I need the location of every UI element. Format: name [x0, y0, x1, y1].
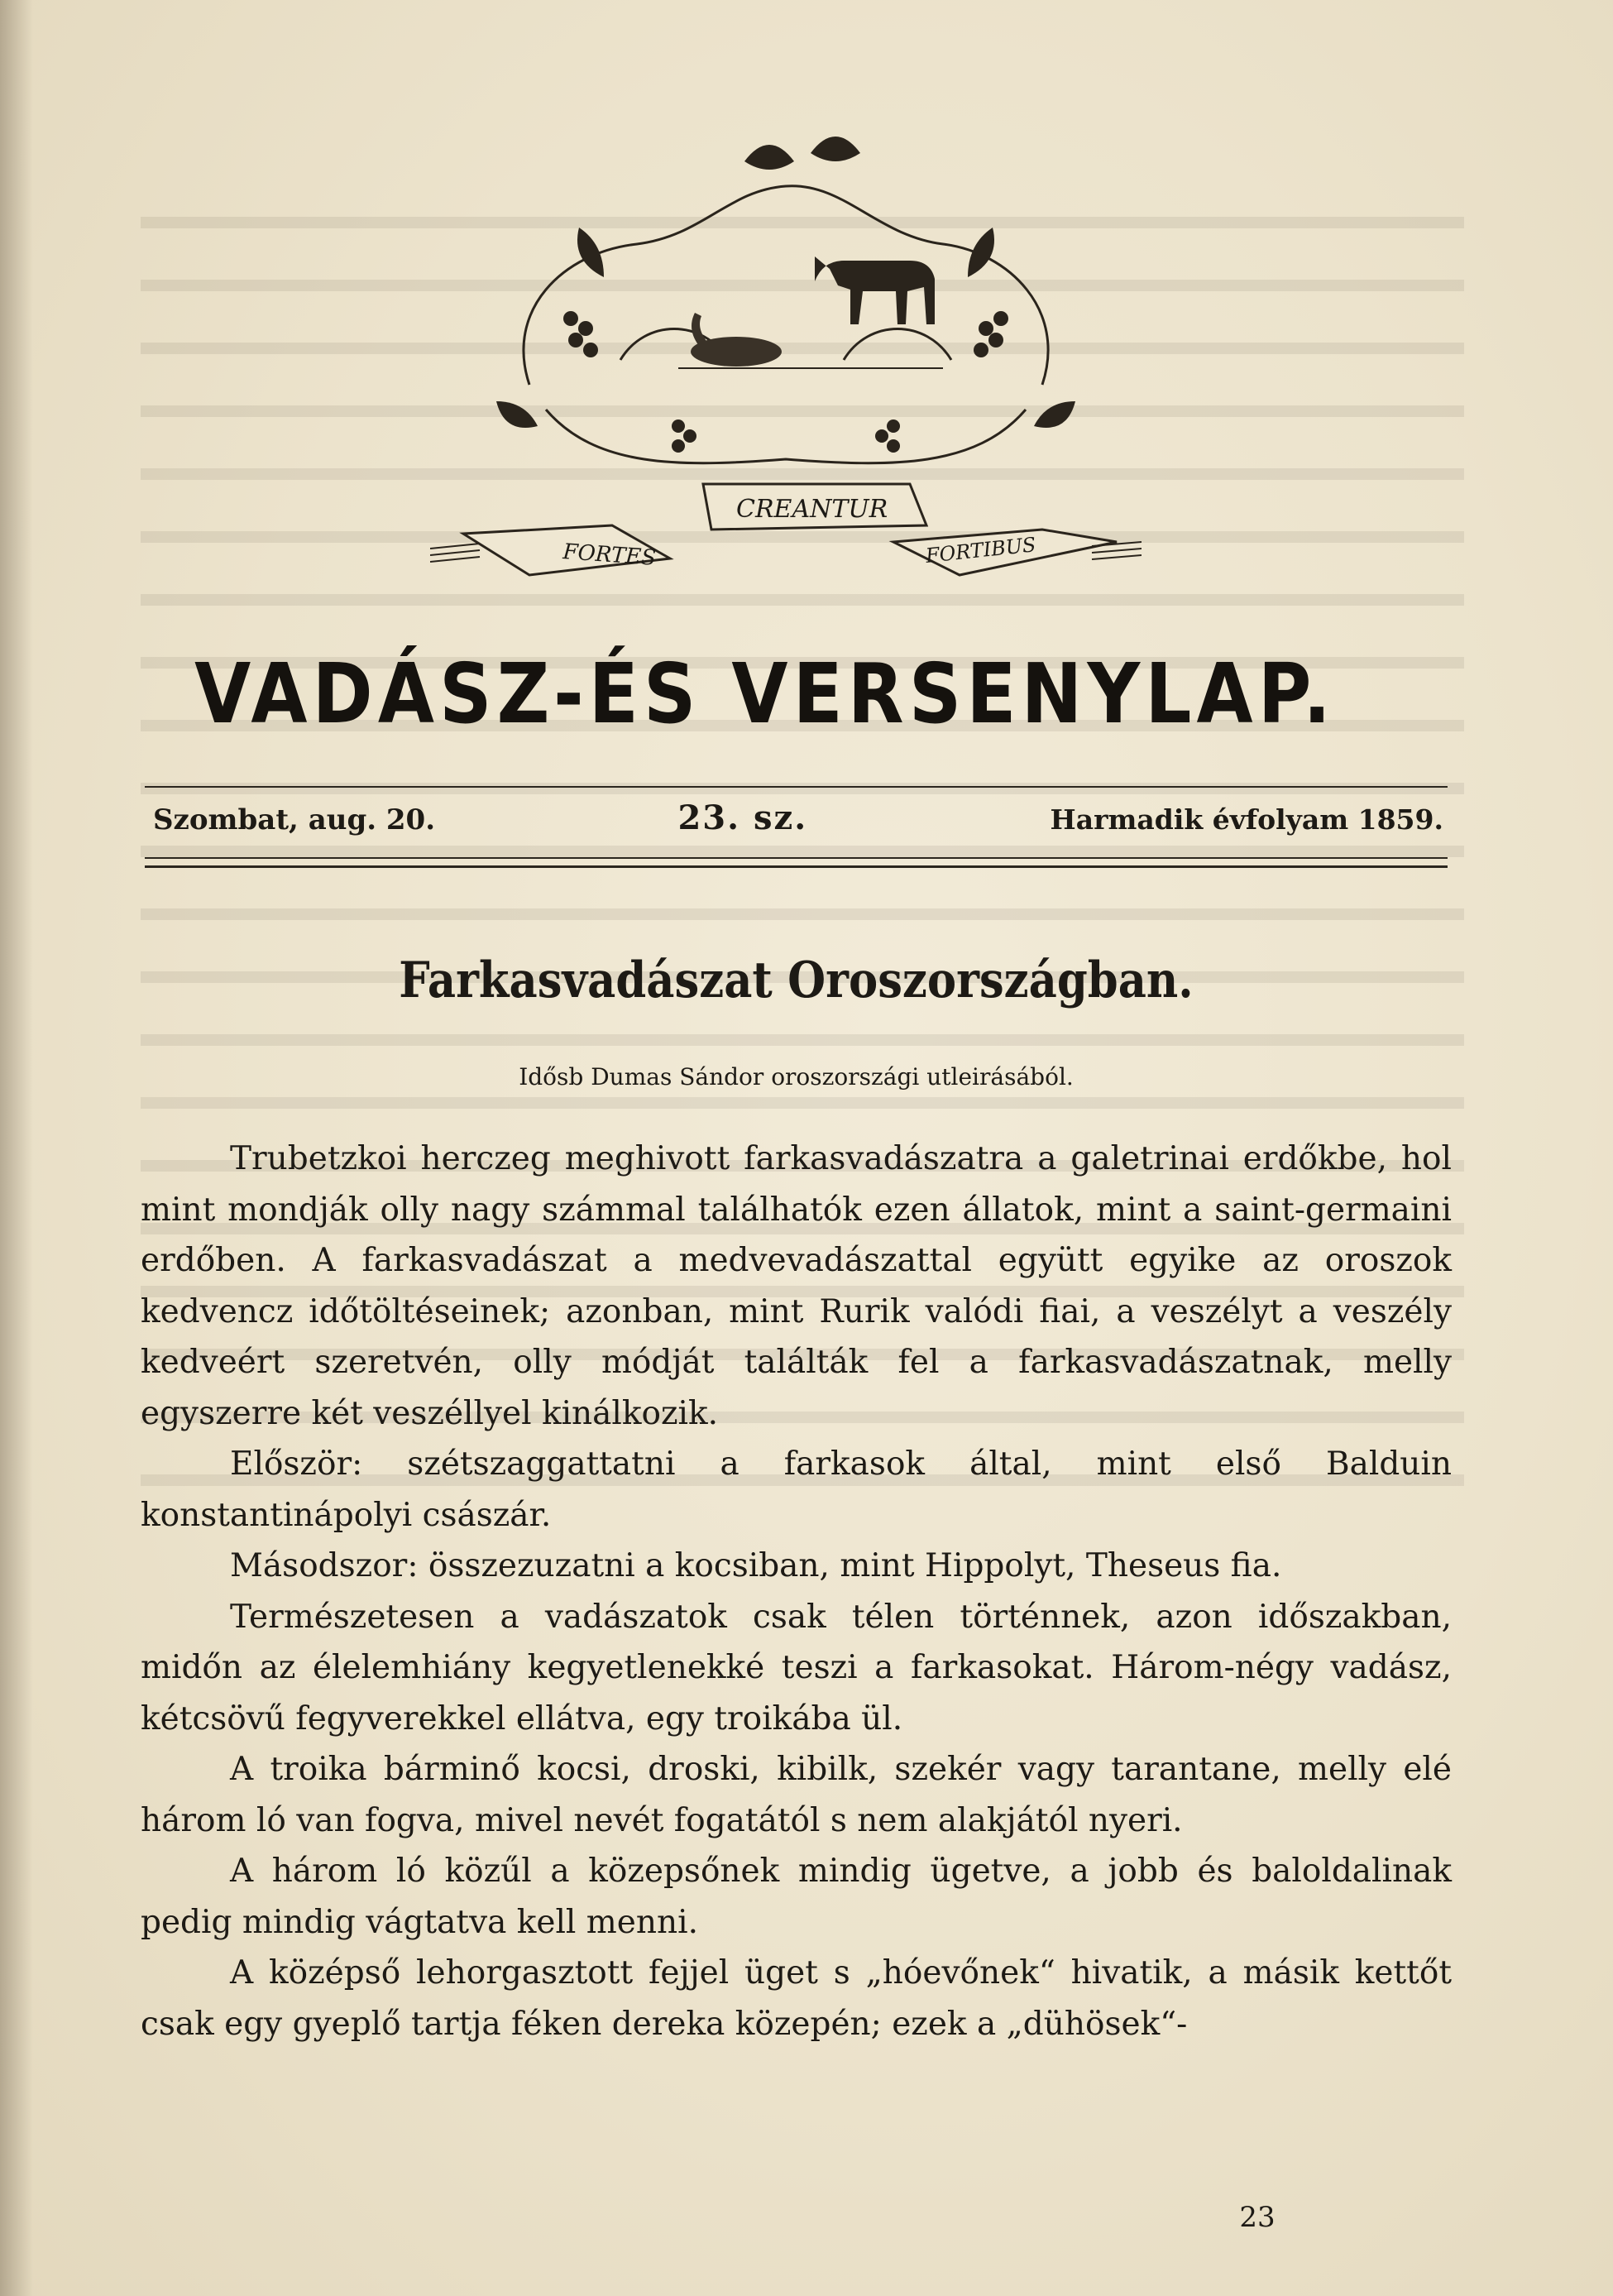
- paragraph: A három ló közűl a közepsőnek mindig ügetve, a jobb és baloldalinak pedig mindig vágtatva kell menni.: [141, 1853, 1452, 1941]
- motto-right: FORTIBUS: [924, 533, 1037, 568]
- newspaper-title: VADÁSZ-ÉS VERSENYLAP.: [194, 645, 1336, 742]
- article-body: [141, 1134, 1452, 2049]
- article-subtitle: Idősb Dumas Sándor oroszországi utleirásából.: [519, 1063, 1074, 1090]
- issue-rule-bottom: [145, 865, 1448, 868]
- paragraph: Másodszor: összezuzatni a kocsiban, mint Hippolyt, Theseus fia.: [230, 1547, 1282, 1584]
- binding-shadow: [0, 0, 33, 2296]
- issue-rule-top: [145, 857, 1448, 859]
- paragraph: Trubetzkoi herczeg meghivott farkasvadászatra a galetrinai erdőkbe, hol mint mondják olly nagy számmal találhatók ezen állatok, mint a saint-germaini erdőben. A farkasvadászat a medvevadászattal együtt egyike az oroszok kedvencz időtöltéseinek; azonban, mint Rurik valódi fiai, a veszélyt a veszély kedveért szeretvén, olly módját találták fel a farkasvadászatnak, melly egyszerre két veszéllyel kinálkozik.: [141, 1140, 1452, 1432]
- paragraph: Természetesen a vadászatok csak télen történnek, azon időszakban, midőn az élelemhiány kegyetlenekké teszi a farkasokat. Három-négy vadász, kétcsövű fegyverekkel ellátva, egy troikába ül.: [141, 1598, 1452, 1738]
- article-title: Farkasvadászat Oroszországban.: [399, 951, 1194, 1009]
- paragraph: Először: szétszaggattatni a farkasok által, mint első Balduin konstantinápolyi császár.: [141, 1445, 1452, 1534]
- paragraph: A troika bárminő kocsi, droski, kibilk, szekér vagy tarantane, melly elé három ló van fogva, mivel nevét fogatától s nem alakjától nyeri.: [141, 1751, 1452, 1839]
- masthead-vignette: [430, 112, 1142, 625]
- issue-line: [153, 798, 1443, 845]
- motto-left: FORTES: [562, 539, 657, 571]
- issue-volume: Harmadik évfolyam 1859.: [1050, 803, 1443, 836]
- issue-date: Szombat, aug. 20.: [153, 803, 436, 836]
- paragraph: A középső lehorgasztott fejjel üget s „hóevőnek“ hivatik, a másik kettőt csak egy gyeplő tartja féken dereka közepén; ezek a „dühösek“-: [141, 1954, 1452, 2043]
- title-rule: [145, 786, 1448, 788]
- motto-center: CREANTUR: [736, 495, 888, 524]
- issue-number: 23. sz.: [677, 798, 808, 837]
- page-number: 23: [1239, 2201, 1276, 2234]
